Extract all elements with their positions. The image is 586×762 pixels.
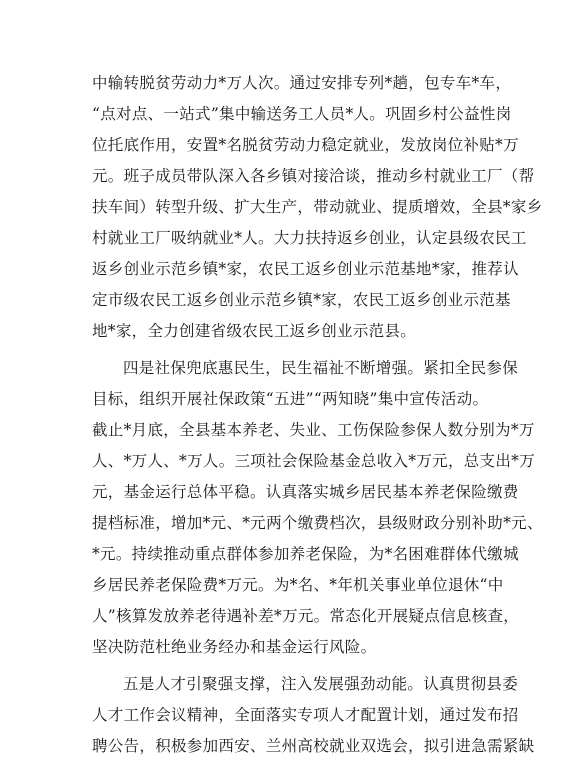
text-line: 元，基金运行总体平稳。认真落实城乡居民基本养老保险缴费 — [92, 483, 519, 501]
text-line: 位托底作用，安置*名脱贫劳动力稳定就业，发放岗位补贴*万 — [92, 136, 519, 154]
document-page — [92, 68, 543, 762]
text-line: 扶车间）转型升级、扩大生产，带动就业、提质增效，全县*家乡 — [92, 198, 543, 216]
paragraph-talent — [92, 669, 535, 762]
text-line: 人才工作会议精神，全面落实专项人才配置计划，通过发布招 — [92, 706, 519, 724]
text-line: 定市级农民工返乡创业示范乡镇*家，农民工返乡创业示范基 — [92, 291, 511, 309]
text-line: 地*家，全力创建省级农民工返乡创业示范县。 — [92, 322, 417, 340]
text-line: 返乡创业示范乡镇*家，农民工返乡创业示范基地*家，推荐认 — [92, 260, 519, 278]
text-line: 四是社保兜底惠民生，民生福祉不断增强。紧扣全民参保 — [123, 359, 519, 377]
text-line: 聘公告，积极参加西安、兰州高校就业双选会，拟引进急需紧缺 — [92, 737, 535, 755]
text-line: 村就业工厂吸纳就业*人。大力扶持返乡创业，认定县级农民工 — [92, 229, 527, 247]
text-line: 坚决防范杜绝业务经办和基金运行风险。 — [92, 638, 377, 656]
text-line: *元。持续推动重点群体参加养老保险，为*名困难群体代缴城 — [92, 545, 519, 563]
text-line: 人、*万人、*万人。三项社会保险基金总收入*万元，总支出*万 — [92, 452, 536, 470]
text-line: “点对点、一站式”集中输送务工人员*人。巩固乡村公益性岗 — [92, 105, 512, 123]
paragraph-employment-transfer — [92, 68, 543, 347]
text-line: 提档标准，增加*元、*元两个缴费档次，县级财政分别补助*元、 — [92, 514, 543, 532]
text-line: 截止*月底，全县基本养老、失业、工伤保险参保人数分别为*万 — [92, 421, 535, 439]
text-line: 中输转脱贫劳动力*万人次。通过安排专列*趟，包专车*车， — [92, 74, 512, 92]
text-line: 元。班子成员带队深入各乡镇对接洽谈，推动乡村就业工厂（帮 — [92, 167, 535, 185]
text-line: 五是人才引聚强支撑，注入发展强劲动能。认真贯彻县委 — [123, 675, 519, 693]
text-line: 目标，组织开展社保政策“五进”“两知晓”集中宣传活动。 — [92, 390, 489, 408]
text-line: 乡居民养老保险费*万元。为*名、*年机关事业单位退休“中 — [92, 576, 504, 594]
text-line: 人”核算发放养老待遇补差*万元。常态化开展疑点信息核查， — [92, 607, 520, 625]
paragraph-social-security — [92, 353, 543, 663]
